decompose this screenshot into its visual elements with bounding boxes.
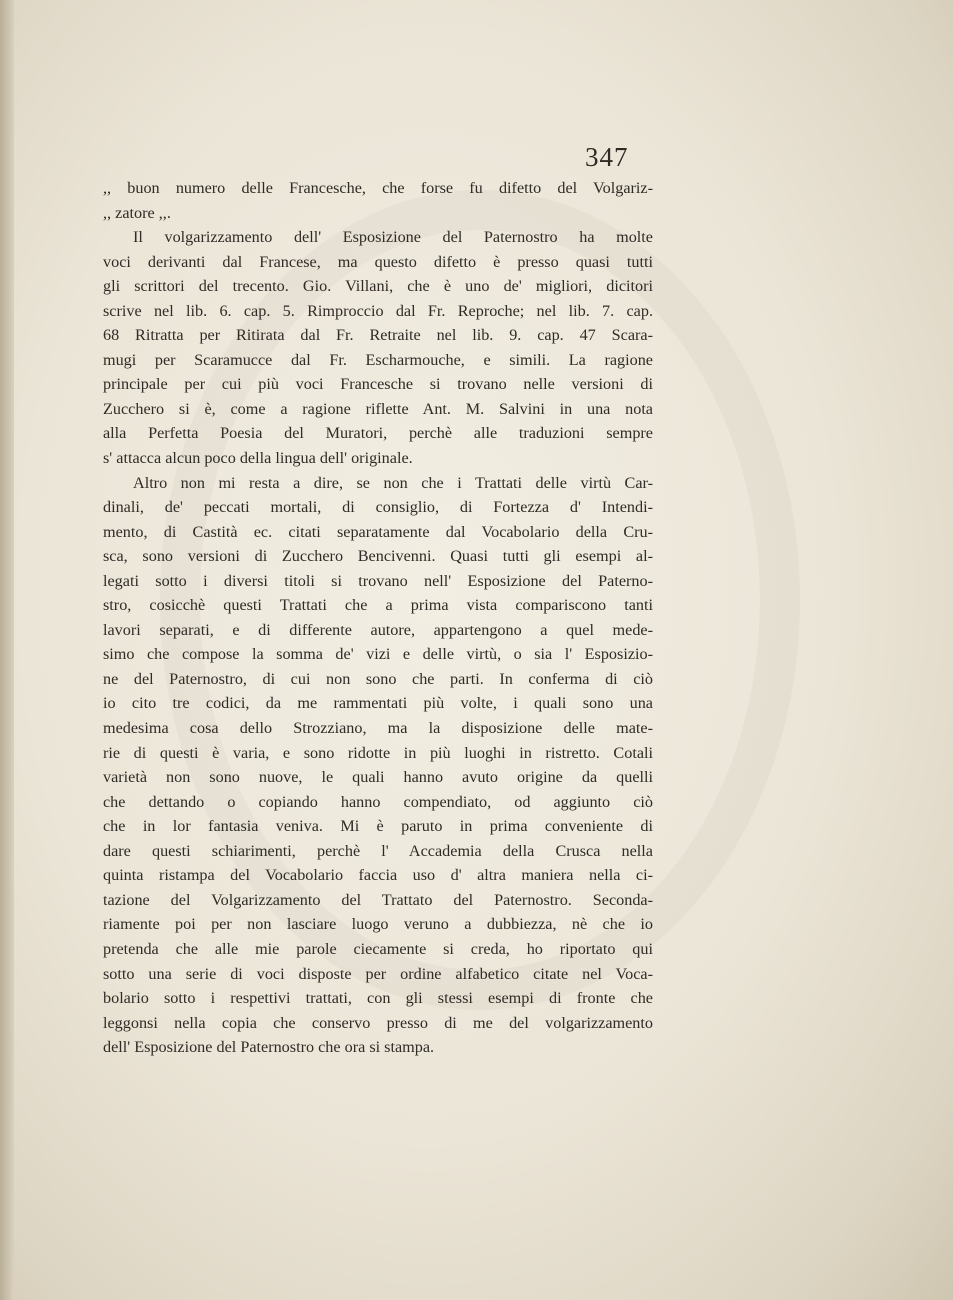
text-line: Zucchero si è, come a ragione riflette Ant. M. Salvini in una nota: [103, 399, 653, 418]
text-line: che dettando o copiando hanno compendiato, od aggiunto ciò: [103, 792, 653, 811]
text-line: ne del Paternostro, di cui non sono che parti. In conferma di ciò: [103, 669, 653, 688]
text-line: rie di questi è varia, e sono ridotte in più luoghi in ristretto. Cotali: [103, 743, 653, 762]
text-line: s' attacca alcun poco della lingua dell' originale.: [103, 449, 413, 468]
page-binding-edge: [0, 0, 14, 1300]
body-text: [103, 176, 653, 1060]
text-line: 68 Ritratta per Ritirata dal Fr. Retraite nel lib. 9. cap. 47 Scara-: [103, 326, 653, 345]
text-line: alla Perfetta Poesia del Muratori, perchè alle traduzioni sempre: [103, 424, 653, 443]
text-line: sca, sono versioni di Zucchero Bencivenni. Quasi tutti gli esempi al-: [103, 547, 653, 566]
text-line: gli scrittori del trecento. Gio. Villani, che è uno de' migliori, dicitori: [103, 277, 653, 296]
text-line: dare questi schiarimenti, perchè l' Accademia della Crusca nella: [103, 841, 653, 860]
text-line: scrive nel lib. 6. cap. 5. Rimproccio dal Fr. Reproche; nel lib. 7. cap.: [103, 301, 653, 320]
text-line: principale per cui più voci Francesche si trovano nelle versioni di: [103, 375, 653, 394]
text-line: quinta ristampa del Vocabolario faccia uso d' altra maniera nella ci-: [103, 866, 653, 885]
text-line: dell' Esposizione del Paternostro che ora si stampa.: [103, 1038, 435, 1057]
text-line: ,, zatore ,,.: [103, 203, 171, 222]
text-line: riamente poi per non lasciare luogo veruno a dubbiezza, nè che io: [103, 915, 653, 934]
text-line: tazione del Volgarizzamento del Trattato del Paternostro. Seconda-: [103, 890, 653, 909]
text-line: pretenda che alle mie parole ciecamente si creda, ho riportato qui: [103, 939, 653, 958]
text-line: che in lor fantasia veniva. Mi è paruto in prima conveniente di: [103, 817, 653, 836]
text-line: io cito tre codici, da me rammentati più volte, i quali sono una: [103, 694, 653, 713]
text-line: sotto una serie di voci disposte per ordine alfabetico citate nel Voca-: [103, 964, 653, 983]
text-line: medesima cosa dello Strozziano, ma la disposizione delle mate-: [103, 719, 653, 738]
text-line: voci derivanti dal Francese, ma questo difetto è presso quasi tutti: [103, 252, 653, 271]
text-line: Il volgarizzamento dell' Esposizione del Paternostro ha molte: [133, 228, 653, 247]
page-number: 347: [585, 142, 629, 172]
text-line: simo che compose la somma de' vizi e delle virtù, o sia l' Esposizio-: [103, 645, 653, 664]
text-line: bolario sotto i respettivi trattati, con gli stessi esempi di fronte che: [103, 989, 653, 1008]
text-line: leggonsi nella copia che conservo presso di me del volgarizzamento: [103, 1013, 653, 1032]
text-line: mugi per Scaramucce dal Fr. Escharmouche, e simili. La ragione: [103, 350, 653, 369]
text-line: varietà non sono nuove, le quali hanno avuto origine da quelli: [103, 768, 653, 787]
text-line: stro, cosicchè questi Trattati che a prima vista compariscono tanti: [103, 596, 653, 615]
text-line: dinali, de' peccati mortali, di consiglio, di Fortezza d' Intendi-: [103, 498, 653, 517]
text-line: ,, buon numero delle Francesche, che forse fu difetto del Volgariz-: [103, 179, 653, 197]
text-line: Altro non mi resta a dire, se non che i Trattati delle virtù Car-: [133, 473, 653, 492]
text-line: legati sotto i diversi titoli si trovano nell' Esposizione del Paterno-: [103, 571, 653, 590]
text-line: mento, di Castità ec. citati separatamente dal Vocabolario della Cru-: [103, 522, 653, 541]
text-line: lavori separati, e di differente autore, appartengono a quel mede-: [103, 620, 653, 639]
